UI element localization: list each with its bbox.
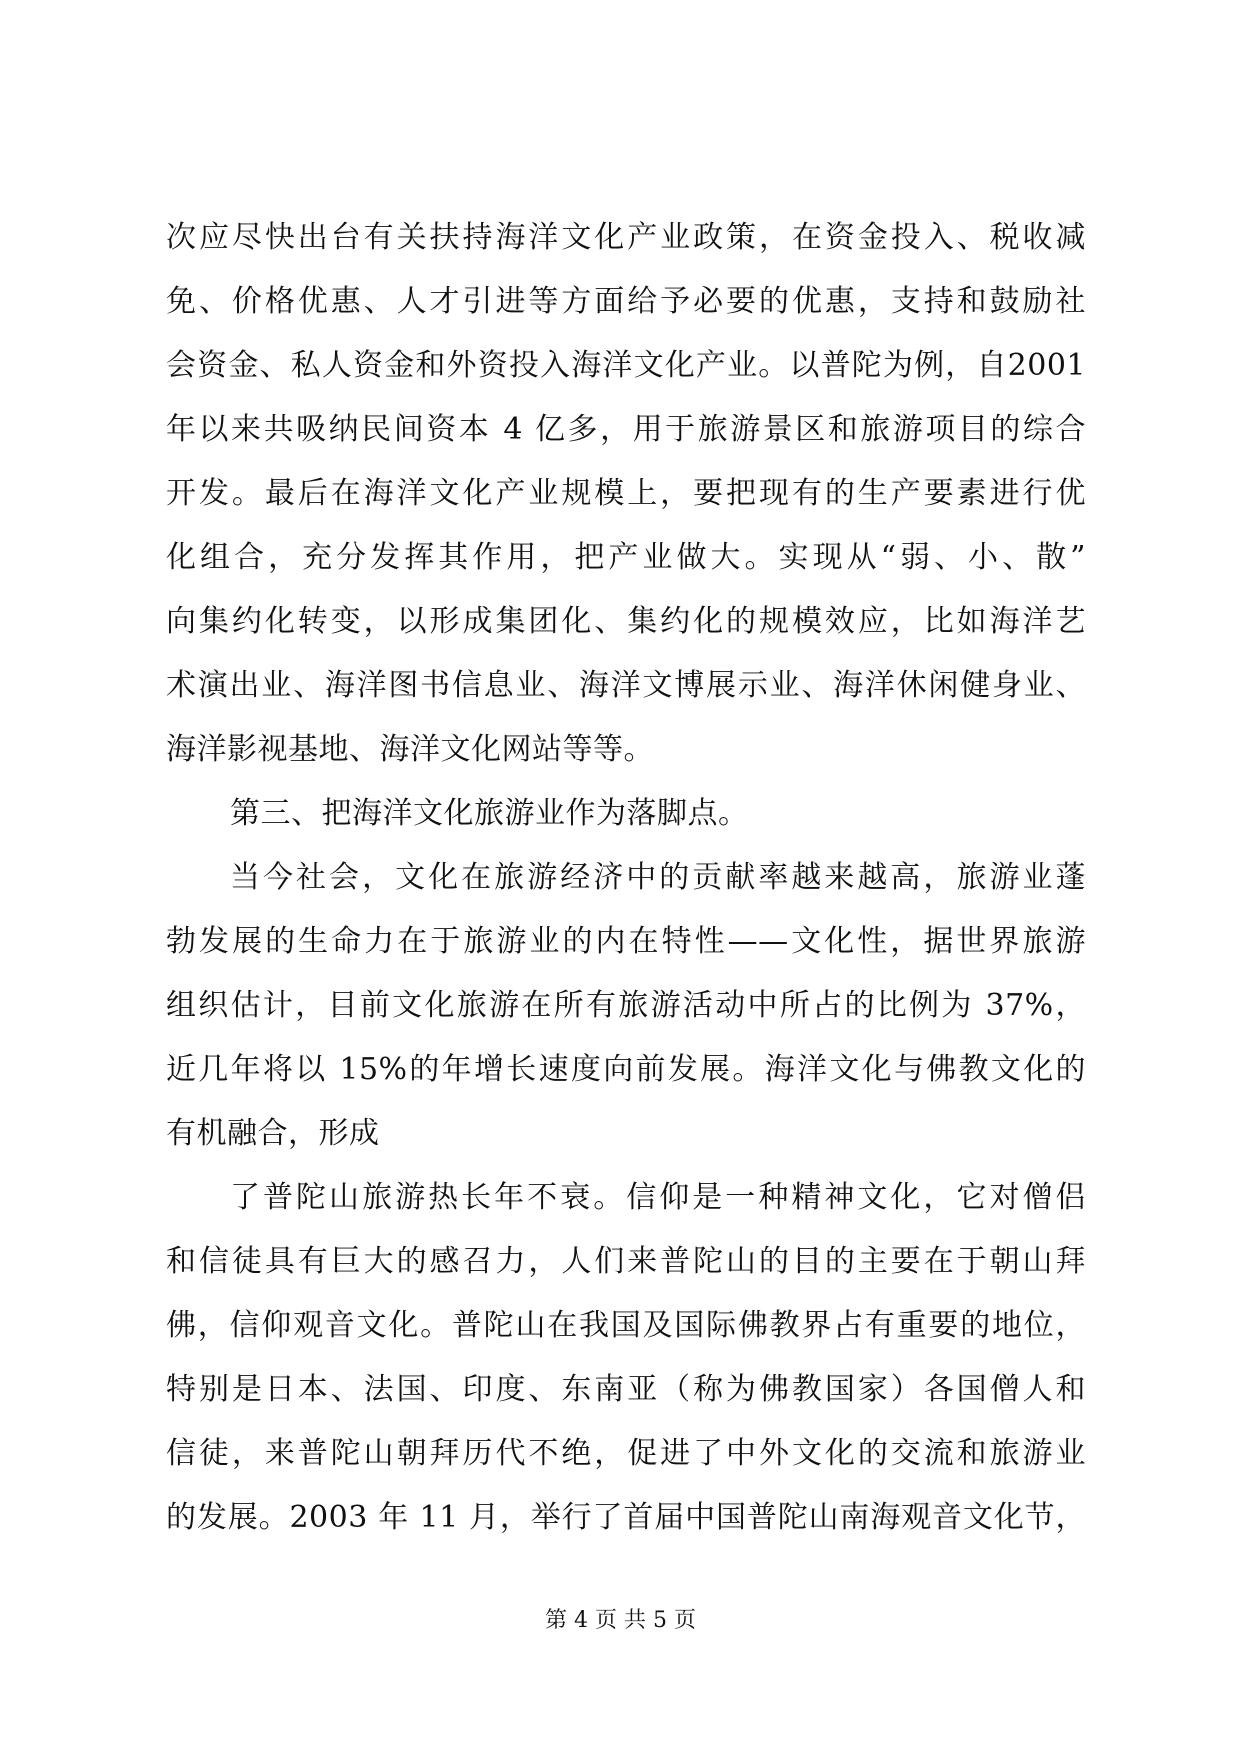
text-line: 近几年将以 15%的年增长速度向前发展。海洋文化与佛教文化的 (166, 1052, 1086, 1087)
text-line: 和信徒具有巨大的感召力，人们来普陀山的目的主要在于朝山拜 (166, 1244, 1086, 1279)
document-body (166, 206, 1086, 1550)
text-line: 的发展。2003 年 11 月，举行了首届中国普陀山南海观音文化节， (166, 1500, 1086, 1535)
text-line: 当今社会，文化在旅游经济中的贡献率越来越高，旅游业蓬 (230, 860, 1086, 895)
section-heading: 第三、把海洋文化旅游业作为落脚点。 (230, 796, 749, 831)
text-line: 会资金、私人资金和外资投入海洋文化产业。以普陀为例，自2001 (166, 348, 1086, 383)
text-line: 次应尽快出台有关扶持海洋文化产业政策，在资金投入、税收减 (166, 220, 1086, 255)
text-line: 年以来共吸纳民间资本 4 亿多，用于旅游景区和旅游项目的综合 (166, 412, 1086, 447)
text-line: 勃发展的生命力在于旅游业的内在特性——文化性，据世界旅游 (166, 924, 1086, 959)
text-line: 开发。最后在海洋文化产业规模上，要把现有的生产要素进行优 (166, 476, 1086, 511)
text-line: 信徒，来普陀山朝拜历代不绝，促进了中外文化的交流和旅游业 (166, 1436, 1086, 1471)
text-line: 组织估计，目前文化旅游在所有旅游活动中所占的比例为 37%， (166, 988, 1086, 1023)
page-number-footer: 第 4 页 共 5 页 (545, 1608, 696, 1633)
text-line: 术演出业、海洋图书信息业、海洋文博展示业、海洋休闲健身业、 (166, 668, 1086, 703)
text-line: 了普陀山旅游热长年不衰。信仰是一种精神文化，它对僧侣 (230, 1180, 1086, 1215)
text-line: 有机融合，形成 (166, 1116, 380, 1151)
text-line: 化组合，充分发挥其作用，把产业做大。实现从“弱、小、散” (166, 540, 1086, 575)
text-line: 免、价格优惠、人才引进等方面给予必要的优惠，支持和鼓励社 (166, 284, 1086, 319)
text-line: 向集约化转变，以形成集团化、集约化的规模效应，比如海洋艺 (166, 604, 1086, 639)
text-line: 海洋影视基地、海洋文化网站等等。 (166, 732, 654, 767)
text-line: 特别是日本、法国、印度、东南亚（称为佛教国家）各国僧人和 (166, 1372, 1086, 1407)
text-line: 佛，信仰观音文化。普陀山在我国及国际佛教界占有重要的地位， (166, 1308, 1086, 1343)
